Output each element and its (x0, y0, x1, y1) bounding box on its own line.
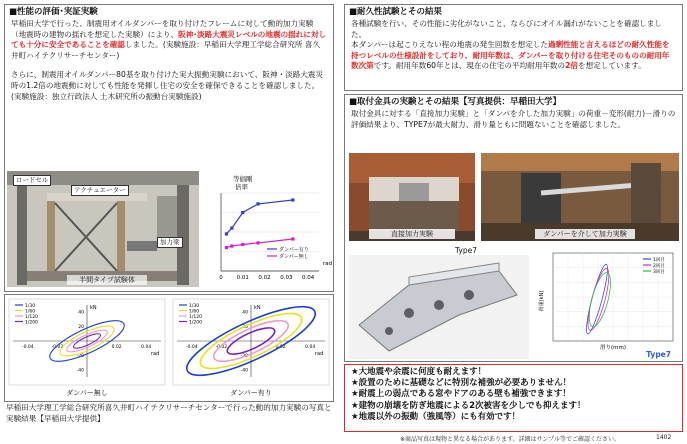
slip-load-chart (533, 245, 681, 359)
feature-item: ★大地震や余震に何度も耐えます！ (351, 367, 487, 377)
legend-label: 1/60 (25, 309, 36, 315)
y-axis-label: 等価剛 (233, 175, 253, 183)
type7-photo-label: Type7 (455, 246, 477, 255)
legend-label: 1/200 (189, 320, 202, 326)
page-number: 1402 (656, 434, 672, 441)
x-tick-label: 0.04 (301, 275, 315, 281)
bracket-illustration (349, 255, 529, 359)
x-tick-label: 0.02 (111, 345, 122, 350)
left-bottom-caption: 早稲田大学理工学総合研究所喜久井町ハイテクリサーチセンターで行った動的加力実験の写真と実験結果【早稲田大学提供】 (6, 403, 332, 423)
performance-section (4, 4, 334, 292)
legend-label: 3回目 (653, 269, 665, 275)
x-tick-label: 0.04 (141, 345, 152, 350)
y-tick-label: -20 (76, 353, 84, 359)
x-tick-label: -0.02 (51, 345, 64, 350)
legend-label: 1/120 (25, 314, 38, 320)
legend-label: 1回目 (653, 257, 665, 263)
damper-load-photo (481, 153, 679, 241)
panel-caption: ダンパー無し (66, 389, 108, 397)
y-tick-label: 20 (78, 325, 84, 331)
feature-item: ★地震以外の振動（強風等）にも有効です！ (351, 411, 521, 422)
x-tick-label: 0.02 (275, 345, 286, 350)
y-axis-label-2: 倍率 (235, 183, 248, 191)
hysteresis-section (4, 294, 334, 402)
data-point (230, 227, 233, 230)
chart-type-label: Type7 (646, 350, 671, 359)
feature-item: ★設置のために基礎などに特別な補強が必要ありません！ (351, 378, 572, 389)
y-tick-label: 40 (78, 310, 84, 316)
direct-load-photo (349, 153, 475, 241)
ratio-chart-svg (201, 171, 331, 287)
x-tick-label: -0.04 (21, 345, 34, 350)
stiffness-ratio-chart (201, 171, 331, 287)
chart-bg (201, 171, 331, 287)
paragraph-2: さらに、制震用オイルダンパー80基を取り付けた実大振動実験において、阪神・淡路大震災時の1.2倍の地震動に対しても性能を発揮し住宅の安全を確保できることを確認しました。(実験施設：独立行政法人 土木研究所の振動台実験施設) (11, 70, 324, 101)
data-point (225, 246, 228, 249)
legend-label: 1/30 (25, 303, 36, 309)
x-tick-label: 0.02 (258, 275, 271, 281)
x-tick-label: 0 (219, 275, 223, 281)
y-unit-label: kN (254, 305, 261, 311)
legend-label: 1/60 (189, 309, 200, 315)
x-tick-label: -0.04 (185, 345, 198, 350)
x-axis-label: 滑り(mm) (599, 345, 627, 351)
y-tick-label: 40 (242, 310, 248, 316)
feature-item: ★建物の崩壊を防ぎ地震による2次被害を少しでも抑えます！ (351, 400, 586, 411)
x-unit-label: rad (315, 351, 324, 357)
direct-load-caption: 直接加力実験 (369, 229, 455, 239)
loadcell-label: ロードセル (13, 175, 51, 186)
data-point (241, 211, 244, 214)
durability-heading: ■耐久性試験とその結果 (349, 7, 443, 17)
x-tick-label: 0.01 (236, 275, 249, 281)
legend-label: ダンパー無し (279, 254, 309, 260)
legend-label: ダンパー有り (279, 247, 309, 253)
data-point (230, 244, 233, 247)
y-axis-label: 荷重(kN) (539, 290, 545, 312)
durability-section (344, 4, 683, 91)
data-point (256, 241, 259, 244)
feature-item: ★耐震上の弱点である窓やドアのある壁も補強できます！ (351, 389, 571, 400)
actuator-label: アクチュエーター (71, 185, 129, 196)
x-unit-label: rad (151, 351, 160, 357)
bracket-heading: ■取付金具の実験とその結果【写真提供：早稲田大学】 (349, 97, 562, 107)
y-tick-label: -20 (240, 353, 248, 359)
paragraph-1: 早稲田大学で行った、制震用オイルダンパーを取り付けたフレームに対して動的加力実験（地震時の建物の揺れを想定した実験）により、阪神･淡路大震災レベルの地震の揺れに対しても十分に安全であることを確認しました。(実験施設：早稲田大学理工学総合研究所 喜久井町ハイテクリサーチセンター) (11, 19, 327, 60)
panel-caption: ダンパー有り (230, 389, 272, 397)
legend-label: 1/120 (189, 314, 202, 320)
durability-p2: 本ダンパーは起こりえない程の地震の発生回数を想定した過剰性能と言えるほどの耐久性能を持つレベルの仕様設計をしており、耐用年数は、ダンパーを取り付ける住宅そのものの耐用年数次第です。耐用年数60年とは、現在の住宅の平均耐用年数の2倍を想定しています。 (351, 40, 670, 71)
y-tick-label: -40 (240, 368, 248, 374)
bracket-type7-photo (349, 255, 529, 359)
data-point (291, 198, 294, 201)
feature-list-box (344, 364, 683, 432)
damper-load-caption: ダンパーを介して加力実験 (535, 229, 635, 239)
loading-beam-label: 加力梁 (157, 237, 183, 248)
bracket-p1: 取付金具に対する「直接加力実験」と「ダンパを介した加力実験」の荷重－変形(耐力)－滑りの評価結果より、TYPE7が最大耐力、滑り量ともに問題ないことを確認しました。 (351, 109, 676, 129)
x-tick-label: 0.04 (305, 345, 316, 350)
legend-label: 1/200 (25, 320, 38, 326)
data-point (291, 237, 294, 240)
hysteresis-charts (5, 295, 333, 401)
data-point (256, 202, 259, 205)
direct-load-illustration (349, 153, 475, 241)
x-tick-label: 0.03 (280, 275, 293, 281)
data-point (225, 232, 228, 235)
y-tick-label: -40 (76, 368, 84, 374)
legend-label: 2回目 (653, 263, 665, 269)
data-point (241, 243, 244, 246)
section-heading: ■性能の評価･実証実験 (9, 7, 98, 17)
damper-load-illustration (481, 153, 679, 241)
slip-chart-svg (533, 245, 681, 359)
legend-label: 1/30 (189, 303, 200, 309)
specimen-caption: 半間タイプ試験体 (67, 275, 147, 285)
test-specimen-photo (7, 171, 199, 287)
footer-note: ※商品写真は現物と異なる場合があります。詳細はサンプル等でご確認ください。 (400, 436, 621, 443)
y-tick-label: 20 (242, 325, 248, 331)
y-unit-label: kN (90, 305, 97, 311)
x-axis-label: rad (323, 261, 333, 267)
bracket-test-section (344, 94, 683, 362)
x-tick-label: -0.02 (215, 345, 228, 350)
durability-p1: 各種試験を行い、その性能に劣化がないこと、ならびにオイル漏れがないことを確認しました。 (351, 19, 662, 39)
